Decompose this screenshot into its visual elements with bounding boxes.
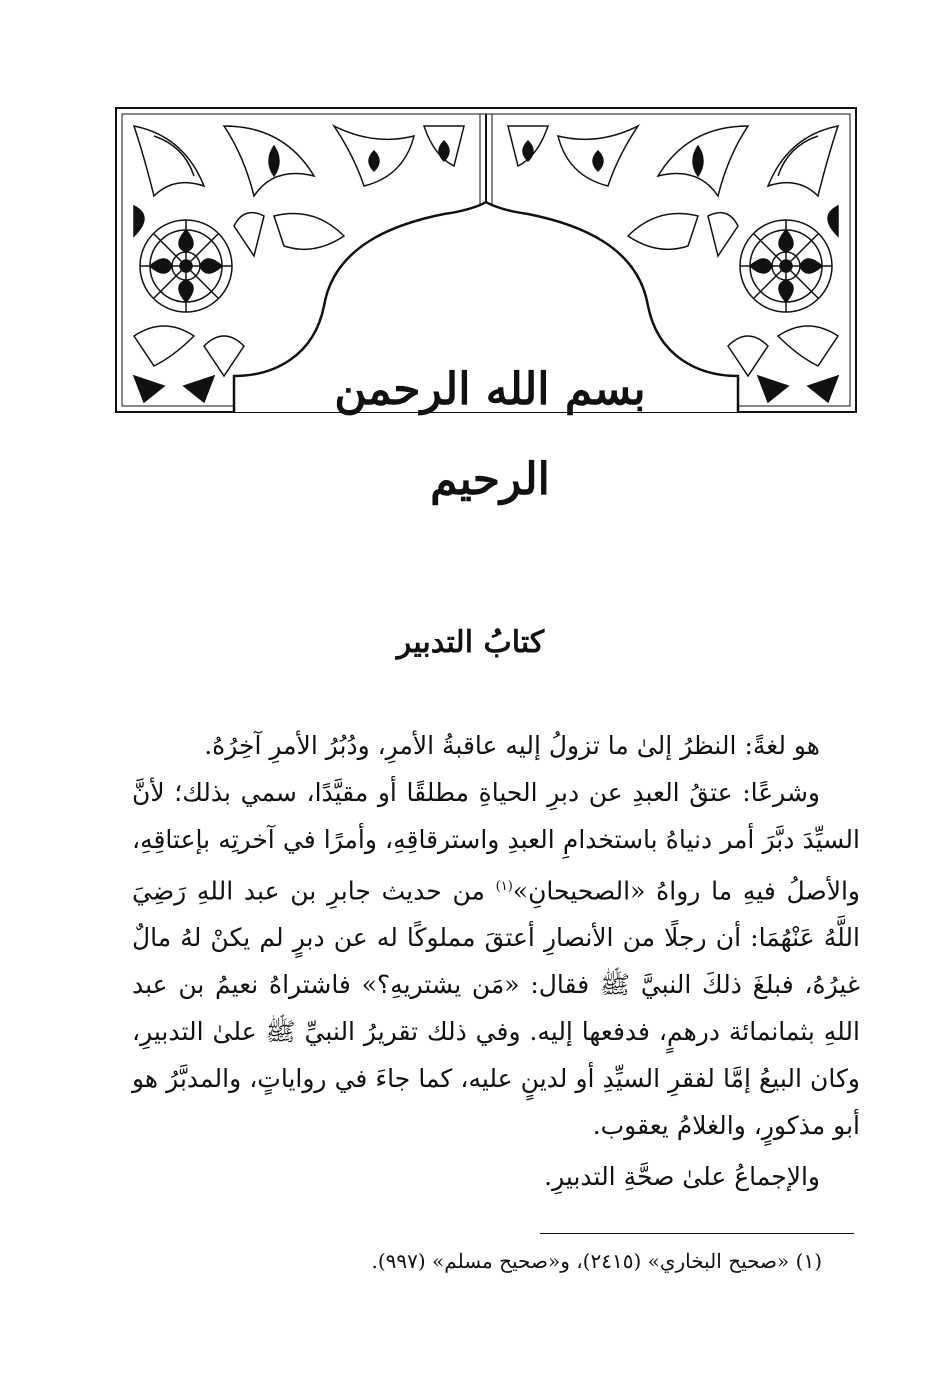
left-rosette [140, 220, 232, 312]
paragraph-legal-definition [132, 769, 860, 1149]
chapter-title: كتابُ التدبير [396, 625, 545, 661]
footnote-reference-1[interactable]: (١) [495, 879, 513, 894]
paragraph-linguistic-definition: هو لغةً: النظرُ إلىٰ ما تزولُ إليه عاقبةُ الأمرِ، ودُبُرُ الأمرِ آخِرُهُ. [204, 731, 820, 760]
legal-definition-text-after-note: من حديث جابرِ بن عبد اللهِ رَضِيَ اللَّهُ عَنْهُمَا: أن رجلًا من الأنصارِ أعتقَ مملوكًا له عن دبرٍ لم يكنْ لهُ مالٌ غيرُهُ، فبلغَ ذلكَ النبيَّ ﷺ فقال: «مَن يشتريهِ؟» فاشتراهُ نعيمُ بن عبد اللهِ بثمانمائة درهمٍ، فدفعها إليه. وفي ذلك تقريرُ النبيِّ ﷺ علىٰ التدبيرِ، وكان البيعُ إمَّا لفقرِ السيِّدِ أو لدينٍ عليه، كما جاءَ في رواياتٍ، والمدبَّرُ هو أبو مذكورٍ، والغلامُ يعقوب. [132, 876, 860, 1141]
footnote-1: (١) «صحيح البخاري» (٢٤١٥)، و«صحيح مسلم» (٩٩٧). [371, 1249, 822, 1273]
paragraph-consensus: والإجماعُ علىٰ صحَّةِ التدبيرِ. [544, 1162, 820, 1192]
footnote-divider [540, 1233, 854, 1234]
legal-definition-text-before-note: وشرعًا: عتقُ العبدِ عن دبرِ الحياةِ مطلقًا أو مقيَّدًا، سمي بذلك؛ لأنَّ السيِّدَ دبَّرَ أمر دنياهُ باستخدامِ العبدِ واسترقاقِهِ، وأمرًا في آخرتِه بإعتاقِهِ، والأصلُ فيهِ ما رواهُ «الصحيحانِ» [132, 778, 860, 906]
right-rosette [740, 220, 832, 312]
chapter-body [132, 722, 860, 1200]
basmala-calligraphy: بسم الله الرحمن الرحيم [334, 364, 646, 505]
